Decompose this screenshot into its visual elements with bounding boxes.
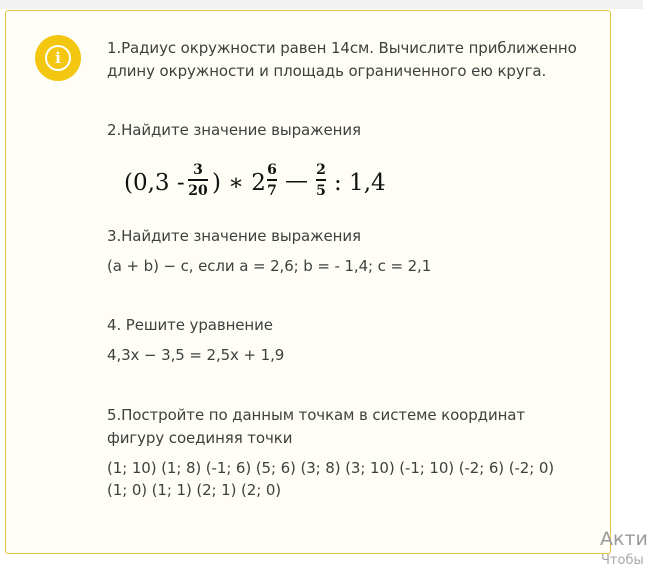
activation-watermark-line2: Чтобы xyxy=(601,553,644,568)
task3-expression: (a + b) − c, если a = 2,6; b = - 1,4; c = 2,1 xyxy=(107,257,432,275)
formula-open: (0,3 - xyxy=(124,170,185,196)
formula-middle: ) ∗ 2 xyxy=(212,170,266,196)
task3-title: 3.Найдите значение выражения xyxy=(107,227,361,245)
top-bar xyxy=(0,0,643,9)
fraction-1-denominator: 20 xyxy=(188,183,208,199)
task5-line1: 5.Постройте по данным точкам в системе координат xyxy=(107,406,526,424)
task-card xyxy=(5,10,611,554)
fraction-2-numerator: 6 xyxy=(267,162,277,178)
info-icon: i xyxy=(45,45,71,71)
formula-end: : 1,4 xyxy=(334,170,386,196)
fraction-1-numerator: 3 xyxy=(193,162,203,178)
fraction-3-numerator: 2 xyxy=(316,162,326,178)
activation-watermark-line1: Акти xyxy=(600,528,648,550)
task2-title: 2.Найдите значение выражения xyxy=(107,121,361,139)
formula-fraction-3 xyxy=(314,161,328,199)
task1-line1: 1.Радиус окружности равен 14см. Вычислите приближенно xyxy=(107,39,577,57)
task4-equation: 4,3x − 3,5 = 2,5x + 1,9 xyxy=(107,346,285,364)
task5-line2: фигуру соединяя точки xyxy=(107,429,293,447)
task1-line2: длину окружности и площадь ограниченного ею круга. xyxy=(107,62,547,80)
task4-title: 4. Решите уравнение xyxy=(107,316,273,334)
fraction-2-denominator: 7 xyxy=(267,183,277,199)
task5-points-line1: (1; 10) (1; 8) (-1; 6) (5; 6) (3; 8) (3; 10) (-1; 10) (-2; 6) (-2; 0) xyxy=(107,459,555,477)
formula-minus: — xyxy=(285,168,308,194)
formula-fraction-1 xyxy=(186,161,210,199)
formula-fraction-2 xyxy=(265,161,279,199)
info-badge xyxy=(35,35,81,81)
fraction-3-denominator: 5 xyxy=(316,183,326,199)
task5-points-line2: (1; 0) (1; 1) (2; 1) (2; 0) xyxy=(107,481,282,499)
